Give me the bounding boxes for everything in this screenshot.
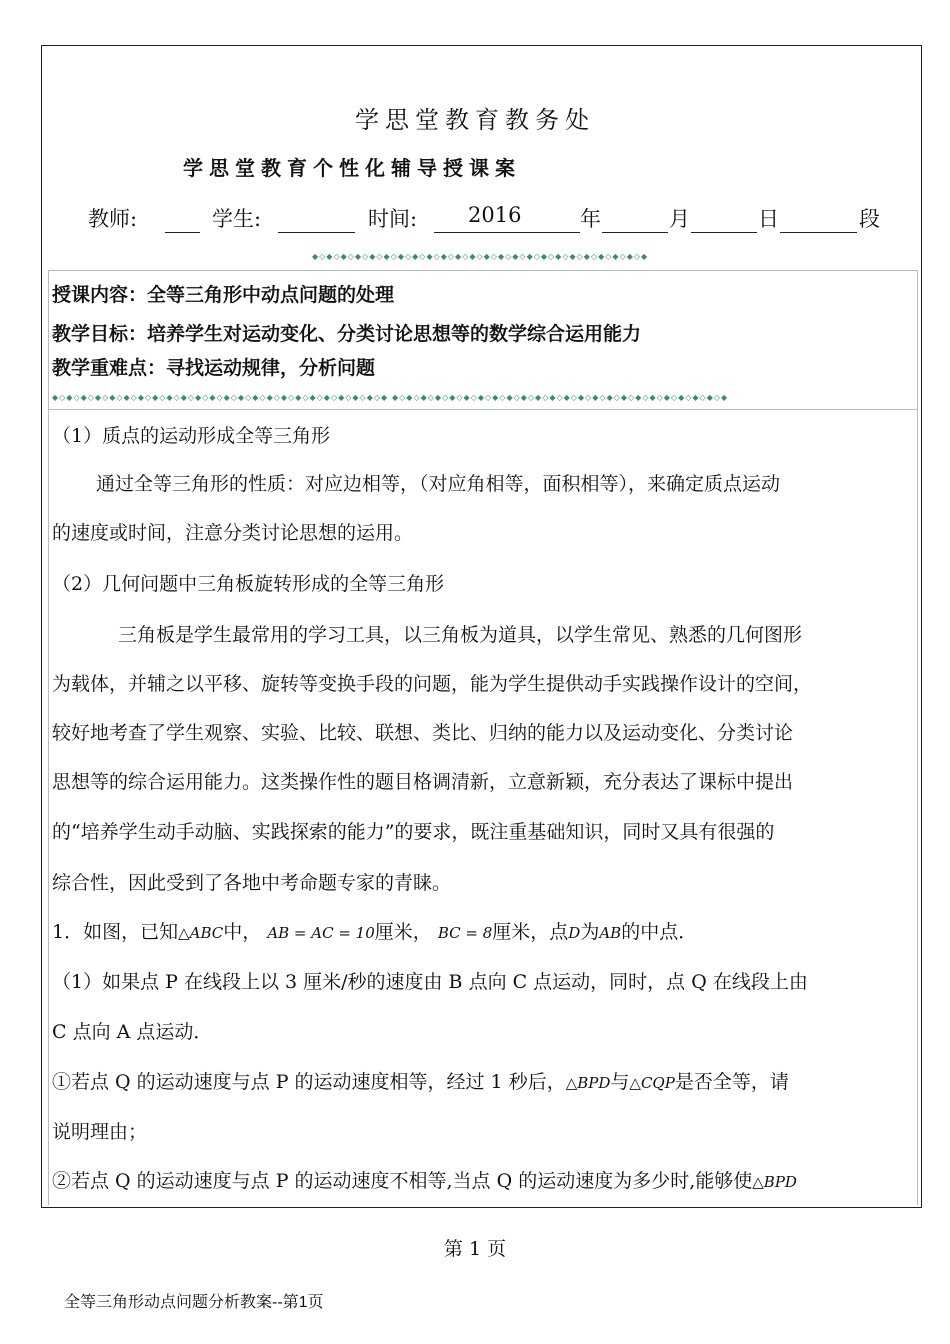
lesson-goal: 教学目标：培养学生对运动变化、分类讨论思想等的数学综合运用能力 <box>52 323 642 345</box>
q1-text-e: 为 <box>580 921 600 943</box>
question-1-stem <box>52 917 697 944</box>
triangle-bpd: △BPD <box>565 1074 611 1092</box>
point-d: D <box>568 924 581 942</box>
q1-text-b: 中， <box>223 921 262 943</box>
segment-ab: AB <box>599 924 622 942</box>
section-2-line-4: 思想等的综合运用能力。这类操作性的题目格调清新，立意新颖，充分表达了课标中提出 <box>52 771 794 793</box>
page-number: 第 1 页 <box>443 1238 507 1260</box>
c1-text-b: 与 <box>610 1071 630 1093</box>
day-blank <box>691 232 757 233</box>
section-2-line-5: 的“培养学生动手动脑、实践探索的能力”的要求，既注重基础知识，同时又具有很强的 <box>52 821 775 843</box>
year-label: 年 <box>580 207 601 231</box>
c2-text-a: ②若点 Q 的运动速度与点 P 的运动速度不相等,当点 Q 的运动速度为多少时,能够使 <box>52 1170 753 1192</box>
day-label: 日 <box>758 207 779 231</box>
section-2-title: （2）几何问题中三角板旋转形成的全等三角形 <box>52 573 445 595</box>
q1-text-a: 1．如图，已知 <box>52 921 179 943</box>
section-2-line-1: 三角板是学生最常用的学习工具，以三角板为道具，以学生常见、熟悉的几何图形 <box>118 624 803 646</box>
teacher-blank <box>165 232 200 233</box>
lesson-plan-title: 学思堂教育个性化辅导授课案 <box>183 156 521 180</box>
period-label: 段 <box>859 207 880 231</box>
year-value: 2016 <box>468 203 522 227</box>
q1-text-c: 厘米， <box>374 921 432 943</box>
teacher-label: 教师: <box>88 207 138 231</box>
c1-text-a: ①若点 Q 的运动速度与点 P 的运动速度相等，经过 1 秒后， <box>52 1071 566 1093</box>
ornament-divider-box: ◆◇◆◇◆◇◆◇◆◇◆◇◆◇◆◇◆◇◆◇◆◇◆◇◆◇◆◇◆◇◆◇◆◇◆◇◆◇◆◇◆◇◆◇◆◇◆ <box>52 393 389 402</box>
sub-question-1-line-2: 说明理由； <box>52 1121 148 1143</box>
student-label: 学生: <box>212 207 262 231</box>
month-label: 月 <box>669 207 690 231</box>
triangle-cqp: △CQP <box>629 1074 675 1092</box>
month-blank <box>602 232 668 233</box>
q1-text-d: 厘米，点 <box>492 921 569 943</box>
triangle-bpd-2: △BPD <box>752 1173 797 1191</box>
ornament-divider-top: ◆◇◆◇◆◇◆◇◆◇◆◇◆◇◆◇◆◇◆◇◆◇◆◇◆◇◆◇◆◇◆◇◆◇◆◇◆◇◆◇◆◇◆◇◆◇◆ <box>312 252 649 261</box>
eq-ab-ac: AB = AC = 10 <box>267 924 375 942</box>
question-1-part-1-line-2: C 点向 A 点运动． <box>52 1021 213 1043</box>
question-1-part-1-line-1: （1）如果点 P 在线段上以 3 厘米/秒的速度由 B 点向 C 点运动，同时，点 Q 在线段上由 <box>52 971 808 993</box>
lesson-content: 授课内容：全等三角形中动点问题的处理 <box>52 284 395 306</box>
sub-question-2 <box>52 1166 797 1193</box>
time-label: 时间: <box>368 207 418 231</box>
c1-text-c: 是否全等，请 <box>674 1071 789 1093</box>
year-blank <box>434 232 580 233</box>
section-1-title: （1）质点的运动形成全等三角形 <box>52 425 331 447</box>
document-footer: 全等三角形动点问题分析教案--第1页 <box>64 1294 324 1311</box>
section-1-para-line-1: 通过全等三角形的性质：对应边相等，（对应角相等，面积相等），来确定质点运动 <box>96 473 781 495</box>
triangle-abc: △ABC <box>178 924 224 942</box>
section-1-para-line-2: 的速度或时间，注意分类讨论思想的运用。 <box>52 522 414 544</box>
sub-question-1 <box>52 1067 789 1094</box>
lesson-difficulty: 教学重难点：寻找运动规律，分析问题 <box>52 357 376 379</box>
ornament-divider-box-2: ◆◇◆◇◆◇◆◇◆◇◆◇◆◇◆◇◆◇◆◇◆◇◆◇◆◇◆◇◆◇◆◇◆◇◆◇◆◇◆◇◆◇◆◇◆◇◆ <box>392 393 729 402</box>
section-2-line-2: 为载体，并辅之以平移、旋转等变换手段的问题，能为学生提供动手实践操作设计的空间， <box>52 673 813 695</box>
student-blank <box>278 232 355 233</box>
eq-bc: BC = 8 <box>437 924 493 942</box>
period-blank <box>780 232 857 233</box>
q1-text-f: 的中点． <box>621 921 698 943</box>
section-2-line-6: 综合性，因此受到了各地中考命题专家的青睐。 <box>52 872 452 894</box>
org-title: 学思堂教育教务处 <box>355 106 595 134</box>
section-2-line-3: 较好地考查了学生观察、实验、比较、联想、类比、归纳的能力以及运动变化、分类讨论 <box>52 722 794 744</box>
